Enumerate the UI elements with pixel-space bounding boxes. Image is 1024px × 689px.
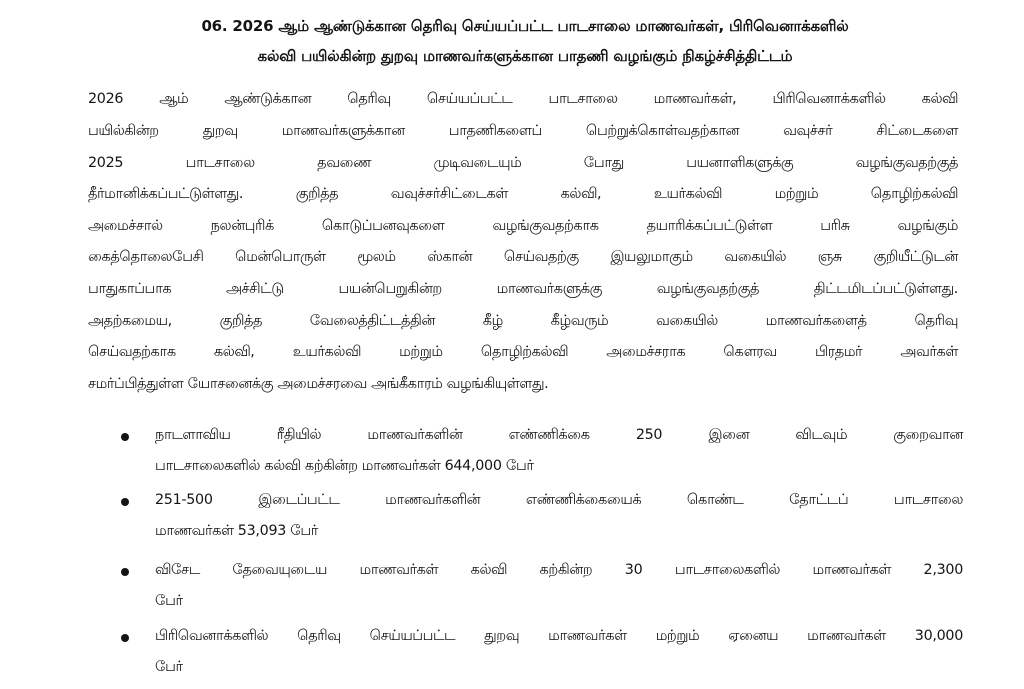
bullet-item-line: நாடளாவிய ரீதியில் மாணவர்களின் எண்ணிக்கை 250 இனை விடவும் குறைவான [155,427,963,443]
bullet-dot [121,498,129,506]
bullet-item-line: 251-500 இடைப்பட்ட மாணவர்களின் எண்ணிக்கையைக் கொண்ட தோட்டப் பாடசாலை [155,492,963,508]
bullet-item-line: பாடசாலைகளில் கல்வி கற்கின்ற மாணவர்கள் 644,000 பேர் [155,458,534,474]
paragraph-line: 2026 ஆம் ஆண்டுக்கான தெரிவு செய்யப்பட்ட பாடசாலை மாணவர்கள், பிரிவெனாக்களில் கல்வி [88,91,958,107]
section-heading-line-1: 06. 2026 ஆம் ஆண்டுக்கான தெரிவு செய்யப்பட்ட பாடசாலை மாணவர்கள், பிரிவெனாக்களில் [201,17,849,35]
section-heading-line-2: கல்வி பயில்கின்ற துறவு மாணவர்களுக்கான பாதணி வழங்கும் நிகழ்ச்சித்திட்டம் [257,47,793,65]
bullet-dot [121,433,129,441]
paragraph-line: அமைச்சால் நலன்புரிக் கொடுப்பனவுகளை வழங்குவதற்காக தயாரிக்கப்பட்டுள்ள பரிசு வழங்கும் [88,218,958,234]
bullet-item-line: பேர் [155,593,183,609]
bullet-item-line: பிரிவெனாக்களில் தெரிவு செய்யப்பட்ட துறவு மாணவர்கள் மற்றும் ஏனைய மாணவர்கள் 30,000 [155,628,963,644]
bullet-item-line: விசேட தேவையுடைய மாணவர்கள் கல்வி கற்கின்ற 30 பாடசாலைகளில் மாணவர்கள் 2,300 [155,562,963,578]
paragraph-line: கைத்தொலைபேசி மென்பொருள் மூலம் ஸ்கான் செய்வதற்கு இயலுமாகும் வகையில் ஞசு குறியீட்டுடன் [88,249,958,265]
bullet-dot [121,634,129,642]
paragraph-line: சமர்ப்பித்துள்ள யோசனைக்கு அமைச்சரவை அங்கீகாரம் வழங்கியுள்ளது. [88,376,549,392]
paragraph-line: பயில்கின்ற துறவு மாணவர்களுக்கான பாதணிகளைப் பெற்றுக்கொள்வதற்கான வவுச்சர் சிட்டைகளை [88,123,958,139]
paragraph-line: தீர்மானிக்கப்பட்டுள்ளது. குறித்த வவுச்சர்சிட்டைகள் கல்வி, உயர்கல்வி மற்றும் தொழிற்கல்வி [88,186,958,202]
paragraph-line: செய்வதற்காக கல்வி, உயர்கல்வி மற்றும் தொழிற்கல்வி அமைச்சராக கௌரவ பிரதமர் அவர்கள் [88,344,958,360]
paragraph-line: 2025 பாடசாலை தவணை முடிவடையும் போது பயனாளிகளுக்கு வழங்குவதற்குத் [88,155,958,171]
bullet-item-line: பேர் [155,659,183,675]
bullet-item-line: மாணவர்கள் 53,093 பேர் [155,523,318,539]
bullet-dot [121,568,129,576]
paragraph-line: பாதுகாப்பாக அச்சிட்டு பயன்பெறுகின்ற மாணவர்களுக்கு வழங்குவதற்குத் திட்டமிடப்பட்டுள்ளது. [88,281,958,297]
paragraph-line: அதற்கமைய, குறித்த வேலைத்திட்டத்தின் கீழ் கீழ்வரும் வகையில் மாணவர்களைத் தெரிவு [88,313,958,329]
